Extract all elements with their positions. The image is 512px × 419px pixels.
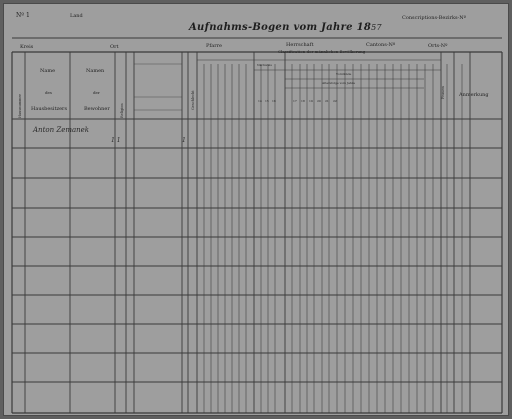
- herrschaft-label: Herrschaft: [286, 42, 314, 48]
- pfarre-label: Pfarre: [206, 43, 222, 49]
- col-frauen: Frauen: [441, 86, 445, 99]
- age-label: 20: [317, 99, 321, 103]
- form-title: Aufnahms-Bogen vom Jahre 1857: [189, 22, 382, 33]
- col-owner-name-2: des: [45, 90, 52, 95]
- col-residents-2: der: [93, 90, 100, 95]
- cantons-label: Cantons-Nº: [366, 42, 396, 48]
- col-owner-name-1: Name: [40, 68, 56, 74]
- nachweis-header: Nachweis: [257, 63, 272, 67]
- age-label: 16: [272, 99, 276, 103]
- district-label: Conscriptions-Bezirks-Nº: [402, 15, 466, 21]
- age-label: 14: [258, 99, 262, 103]
- age-label: 15: [265, 99, 269, 103]
- number-label: Nº 1: [16, 12, 30, 19]
- age-label: 21: [325, 99, 329, 103]
- age-label: 19: [309, 99, 313, 103]
- entry-marks: 1 1: [111, 137, 121, 144]
- col-religion: Religion: [120, 103, 124, 118]
- col-hausnummer: Hausnummer: [18, 93, 22, 118]
- vorstande-header: Vorstände: [336, 72, 352, 76]
- classification-header: Classification der männlichen Bevölkerung: [278, 49, 366, 54]
- kreis-label: Kreis: [20, 44, 34, 50]
- col-residents-3: Bewohner: [84, 106, 110, 112]
- remarks-header: Anmerkung: [459, 92, 489, 98]
- census-form-sheet: [3, 3, 509, 416]
- col-owner-name-3: Hausbesitzers: [31, 106, 68, 112]
- land-label: Land: [70, 13, 83, 19]
- col-residents-1: Namen: [86, 68, 105, 74]
- orts-label: Orts-Nº: [428, 43, 448, 49]
- entry-tally: 1: [182, 137, 186, 144]
- altersfolge-header: Altersfolge vom Jahre: [322, 81, 356, 85]
- ort-label: Ort: [110, 44, 119, 50]
- age-label: 22: [333, 99, 337, 103]
- age-label: 18: [301, 99, 305, 103]
- col-geschlecht: Geschlecht: [191, 90, 195, 110]
- age-label: 17: [293, 99, 297, 103]
- entry-owner-name: Anton Zemanek: [33, 126, 90, 134]
